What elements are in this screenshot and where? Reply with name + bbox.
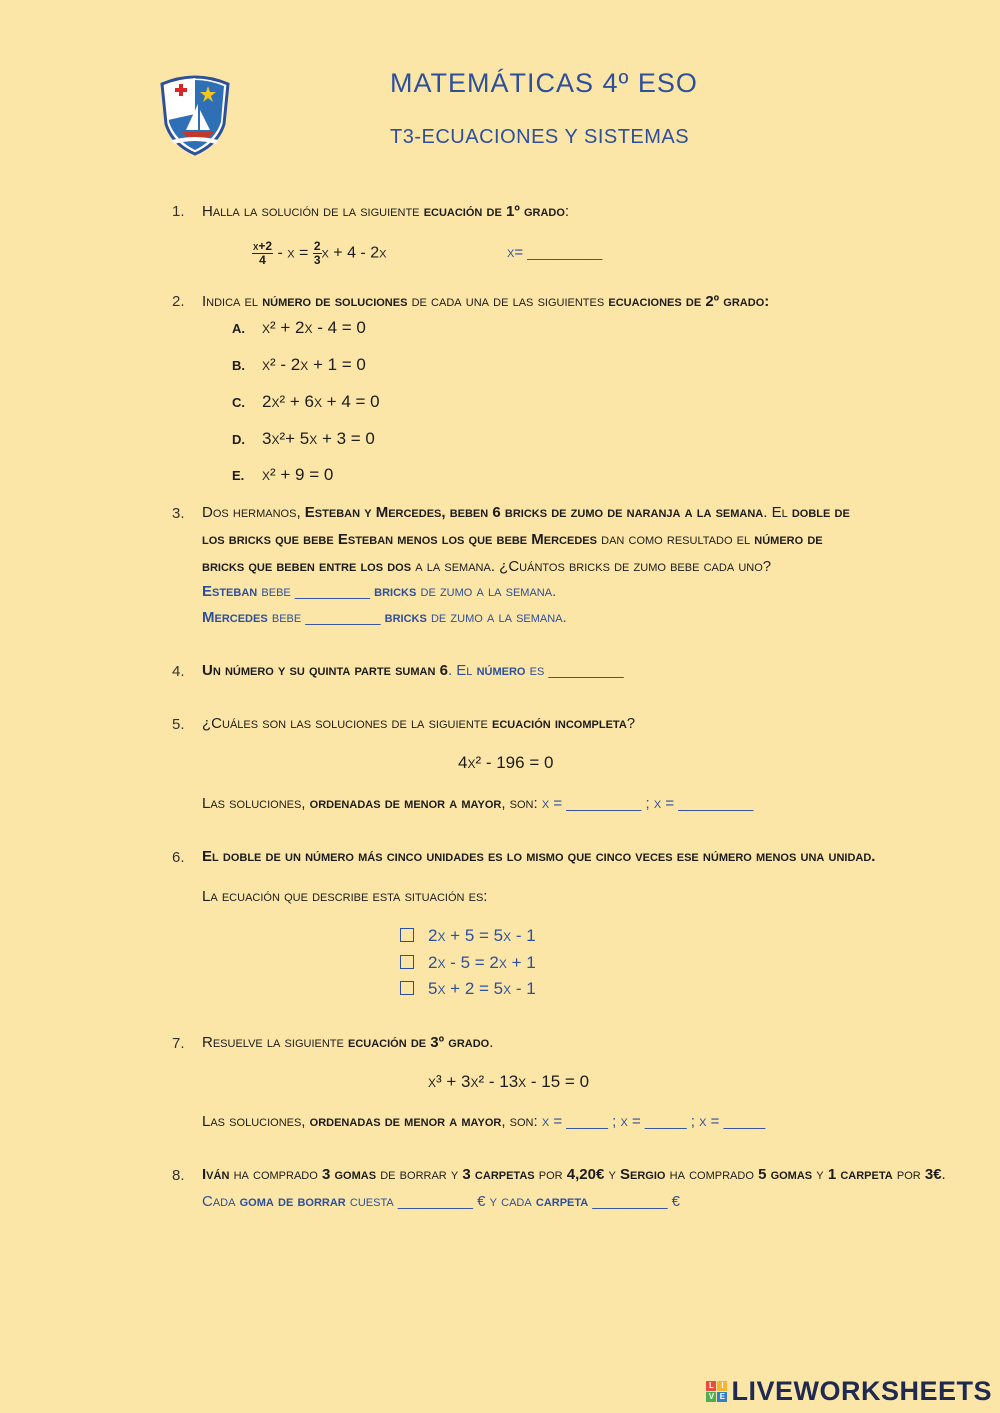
question-7-answer-field[interactable]: x = _____ ; x = _____ ; x = _____ xyxy=(541,1113,766,1130)
question-4-text: Un número y su quinta parte suman 6. El número es _________ xyxy=(202,662,624,679)
question-8-answer-line[interactable]: Cada goma de borrar cuesta _________ € y cada carpeta _________ € xyxy=(202,1193,681,1210)
question-number-7: 7. xyxy=(172,1035,185,1052)
question-2-option-e: E. x² + 9 = 0 xyxy=(232,465,334,484)
question-7-equation: x³ + 3x² - 13x - 15 = 0 xyxy=(428,1072,590,1091)
fraction-x-plus-2-over-4: $\frac{x+2}{4}$ xyxy=(253,239,273,267)
question-number-2: 2. xyxy=(172,293,185,310)
checkbox[interactable] xyxy=(400,955,414,969)
question-number-8: 8. xyxy=(172,1167,185,1184)
question-2-option-c: C. 2x² + 6x + 4 = 0 xyxy=(232,392,380,411)
question-2-text: Indica el número de soluciones de cada una de las siguientes ecuaciones de 2º grado: xyxy=(202,293,770,310)
question-1-text: Halla la solución de la siguiente ecuación de 1º grado: xyxy=(202,203,570,220)
question-6-option-3[interactable]: 5x + 2 = 5x - 1 xyxy=(400,979,536,999)
question-7-answer-line: Las soluciones, ordenadas de menor a mayor, son: x = _____ ; x = _____ ; x = _____ xyxy=(202,1113,766,1130)
question-4-answer-field[interactable]: es _________ xyxy=(525,662,624,679)
question-1-equation: $\frac{x+2}{4}$ - x = $\frac{2}{3}$ x + 4 - 2x xyxy=(253,239,387,267)
school-crest-logo xyxy=(158,74,232,156)
question-6-text: El doble de un número más cinco unidades es lo mismo que cinco veces ese número menos una unidad. xyxy=(202,848,876,865)
page-subtitle: T3-ECUACIONES Y SISTEMAS xyxy=(390,126,690,148)
question-5-text: ¿Cuáles son las soluciones de la siguiente ecuación incompleta? xyxy=(202,715,636,732)
page-title: MATEMÁTICAS 4º ESO xyxy=(390,68,698,98)
question-5-answer-field[interactable]: x = _________ ; x = _________ xyxy=(541,795,754,812)
question-1-answer-field[interactable]: x= _________ xyxy=(507,244,603,261)
liveworksheets-watermark xyxy=(706,1376,992,1407)
question-2-option-b: B. x² - 2x + 1 = 0 xyxy=(232,355,366,374)
question-3-answer-mercedes[interactable]: Mercedes bebe _________ bricks de zumo a la semana. xyxy=(202,609,567,626)
question-6-subtext: La ecuación que describe esta situación es: xyxy=(202,888,488,905)
question-number-5: 5. xyxy=(172,716,185,733)
question-8-text: Iván ha comprado 3 gomas de borrar y 3 carpetas por 4,20€ y Sergio ha comprado 5 gomas y 1 carpeta por 3€. xyxy=(202,1166,946,1183)
checkbox[interactable] xyxy=(400,981,414,995)
question-2-option-d: D. 3x²+ 5x + 3 = 0 xyxy=(232,429,375,448)
fraction-2-over-3: $\frac{2}{3}$ xyxy=(313,239,321,267)
question-number-3: 3. xyxy=(172,505,185,522)
question-7-text: Resuelve la siguiente ecuación de 3º grado. xyxy=(202,1034,494,1051)
question-number-4: 4. xyxy=(172,663,185,680)
liveworksheets-logo-icon: L I V E xyxy=(706,1381,727,1402)
question-number-1: 1. xyxy=(172,203,185,220)
question-5-equation: 4x² - 196 = 0 xyxy=(458,753,554,772)
question-6-option-1[interactable]: 2x + 5 = 5x - 1 xyxy=(400,926,536,946)
checkbox[interactable] xyxy=(400,928,414,942)
watermark-text: LIVEWORKSHEETS xyxy=(731,1376,992,1406)
question-2-option-a: A. x² + 2x - 4 = 0 xyxy=(232,318,366,337)
question-3-text: Dos hermanos, Esteban y Mercedes, beben 6 bricks de zumo de naranja a la semana. El doble de los bricks que bebe Esteban menos los que bebe Mercedes dan como resultado el número de bricks que beben entre los dos a la semana. ¿Cuántos bricks de zumo bebe cada uno? xyxy=(202,504,850,575)
question-3-answer-esteban[interactable]: Esteban bebe _________ bricks de zumo a la semana. xyxy=(202,583,557,600)
question-number-6: 6. xyxy=(172,849,185,866)
question-5-answer-line: Las soluciones, ordenadas de menor a mayor, son: x = _________ ; x = _________ xyxy=(202,795,754,812)
question-6-option-2[interactable]: 2x - 5 = 2x + 1 xyxy=(400,953,536,973)
